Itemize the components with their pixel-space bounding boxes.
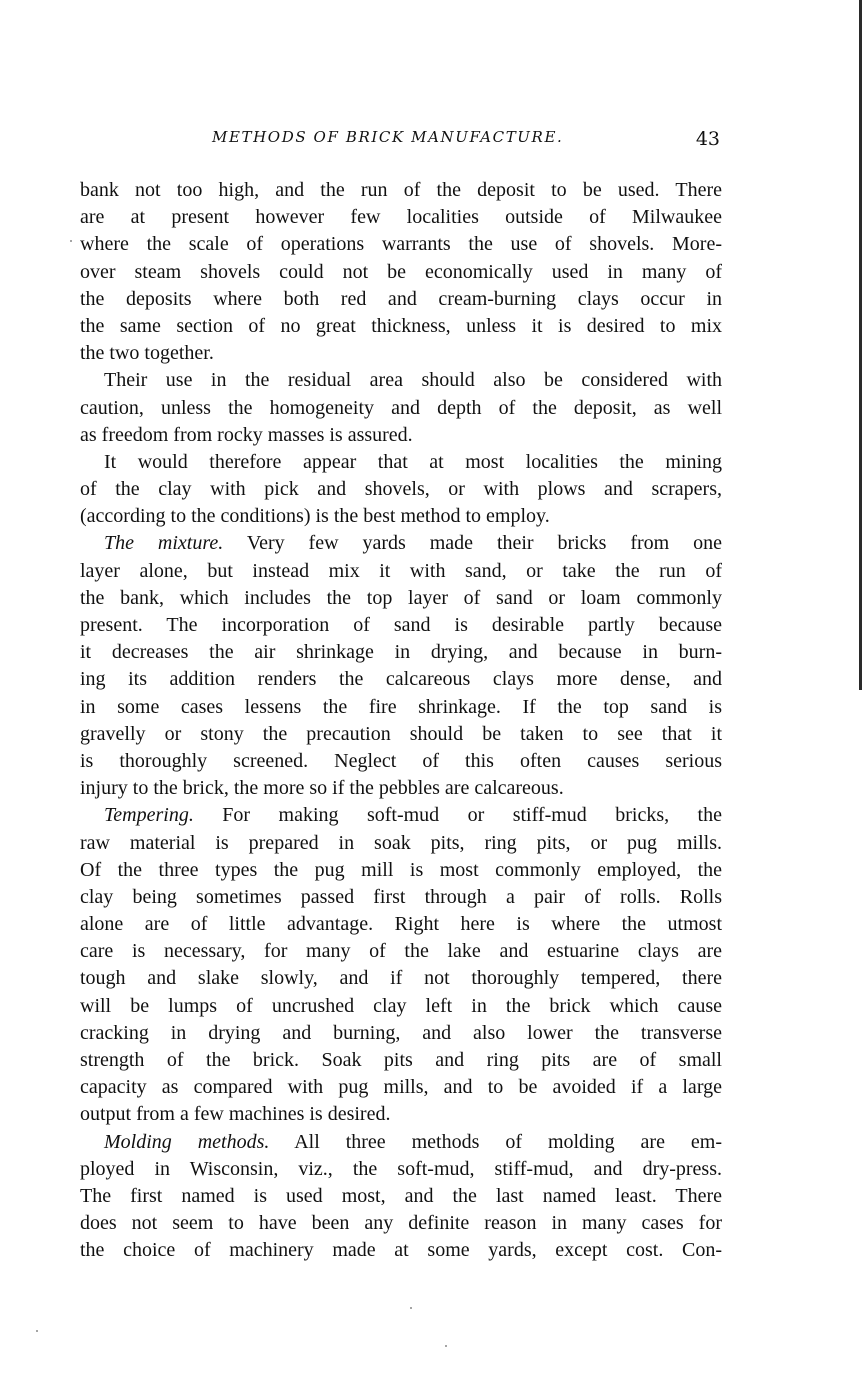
text-line: does not seem to have been any definite reason in many cases for	[80, 1212, 722, 1235]
text-line: output from a few machines is desired.	[80, 1103, 391, 1126]
text-line: raw material is prepared in soak pits, ring pits, or pug mills.	[80, 831, 722, 854]
text-line: clay being sometimes passed first through a pair of rolls. Rolls	[80, 885, 722, 908]
text-line: the choice of machinery made at some yards, except cost. Con-	[80, 1239, 722, 1262]
paper-speck	[36, 1330, 38, 1332]
text-line: strength of the brick. Soak pits and ring pits are of small	[80, 1049, 722, 1071]
text-line: care is necessary, for many of the lake and estuarine clays are	[80, 940, 722, 963]
text-line: cracking in drying and burning, and also lower the transverse	[80, 1021, 722, 1044]
paragraph-shovels	[80, 177, 722, 367]
text-line: the bank, which includes the top layer of sand or loam commonly	[80, 586, 722, 609]
text-line: as freedom from rocky masses is assured.	[80, 423, 413, 446]
page-number: 43	[695, 128, 720, 150]
text-line: the two together.	[80, 342, 214, 365]
text-line: capacity as compared with pug mills, and to be avoided if a large	[80, 1076, 722, 1099]
section-heading: Tempering.	[104, 804, 194, 827]
paper-speck	[410, 1307, 412, 1309]
text-line: ing its addition renders the calcareous clays more dense, and	[80, 668, 722, 691]
text-line: Their use in the residual area should also be considered with	[104, 369, 722, 392]
text-line: caution, unless the homogeneity and depth of the deposit, as well	[80, 396, 722, 419]
page-header	[80, 126, 722, 156]
text-line: present. The incorporation of sand is desirable partly because	[80, 614, 722, 636]
paper-speck	[70, 240, 72, 242]
text-line: are at present however few localities outside of Milwaukee	[80, 206, 722, 229]
text-line: Molding methods. All three methods of molding are em-	[104, 1130, 722, 1153]
text-line: of the clay with pick and shovels, or with plows and scrapers,	[80, 478, 722, 501]
section-heading: The mixture.	[104, 532, 224, 555]
paragraph-mixture	[80, 530, 722, 802]
text-line: the same section of no great thickness, unless it is desired to mix	[80, 314, 722, 337]
text-line: It would therefore appear that at most localities the mining	[104, 450, 722, 473]
text-line: over steam shovels could not be economically used in many of	[80, 260, 722, 283]
text-line: where the scale of operations warrants the use of shovels. More-	[80, 233, 722, 256]
text-line: the deposits where both red and cream-burning clays occur in	[80, 287, 722, 310]
text-line: in some cases lessens the fire shrinkage. If the top sand is	[80, 695, 722, 718]
running-title: METHODS OF BRICK MANUFACTURE.	[212, 128, 564, 146]
text-line: Of the three types the pug mill is most commonly employed, the	[80, 858, 722, 881]
text-line: will be lumps of uncrushed clay left in the brick which cause	[80, 994, 722, 1017]
paper-speck	[445, 1345, 447, 1347]
text-line: The mixture. Very few yards made their bricks from one	[104, 532, 722, 555]
text-line: tough and slake slowly, and if not thoroughly tempered, there	[80, 967, 722, 990]
paragraph-residual-area	[80, 367, 722, 449]
text-line: layer alone, but instead mix it with sand, or take the run of	[80, 559, 722, 582]
text-line: ployed in Wisconsin, viz., the soft-mud, stiff-mud, and dry-press.	[80, 1157, 722, 1180]
text-line: injury to the brick, the more so if the pebbles are calcareous.	[80, 777, 564, 800]
body-text	[80, 177, 722, 1265]
text-line: alone are of little advantage. Right here is where the utmost	[80, 913, 722, 936]
text-line: The first named is used most, and the last named least. There	[80, 1184, 722, 1207]
text-line: Tempering. For making soft-mud or stiff-mud bricks, the	[104, 804, 722, 827]
paragraph-tempering	[80, 802, 722, 1128]
section-heading: Molding methods.	[104, 1130, 270, 1153]
text-line: bank not too high, and the run of the deposit to be used. There	[80, 179, 722, 201]
text-line: is thoroughly screened. Neglect of this often causes serious	[80, 749, 722, 772]
paragraph-mining	[80, 449, 722, 531]
paragraph-molding-methods	[80, 1129, 722, 1265]
text-line: gravelly or stony the precaution should be taken to see that it	[80, 722, 722, 745]
text-line: (according to the conditions) is the best method to employ.	[80, 505, 550, 528]
text-line: it decreases the air shrinkage in drying, and because in burn-	[80, 641, 722, 664]
